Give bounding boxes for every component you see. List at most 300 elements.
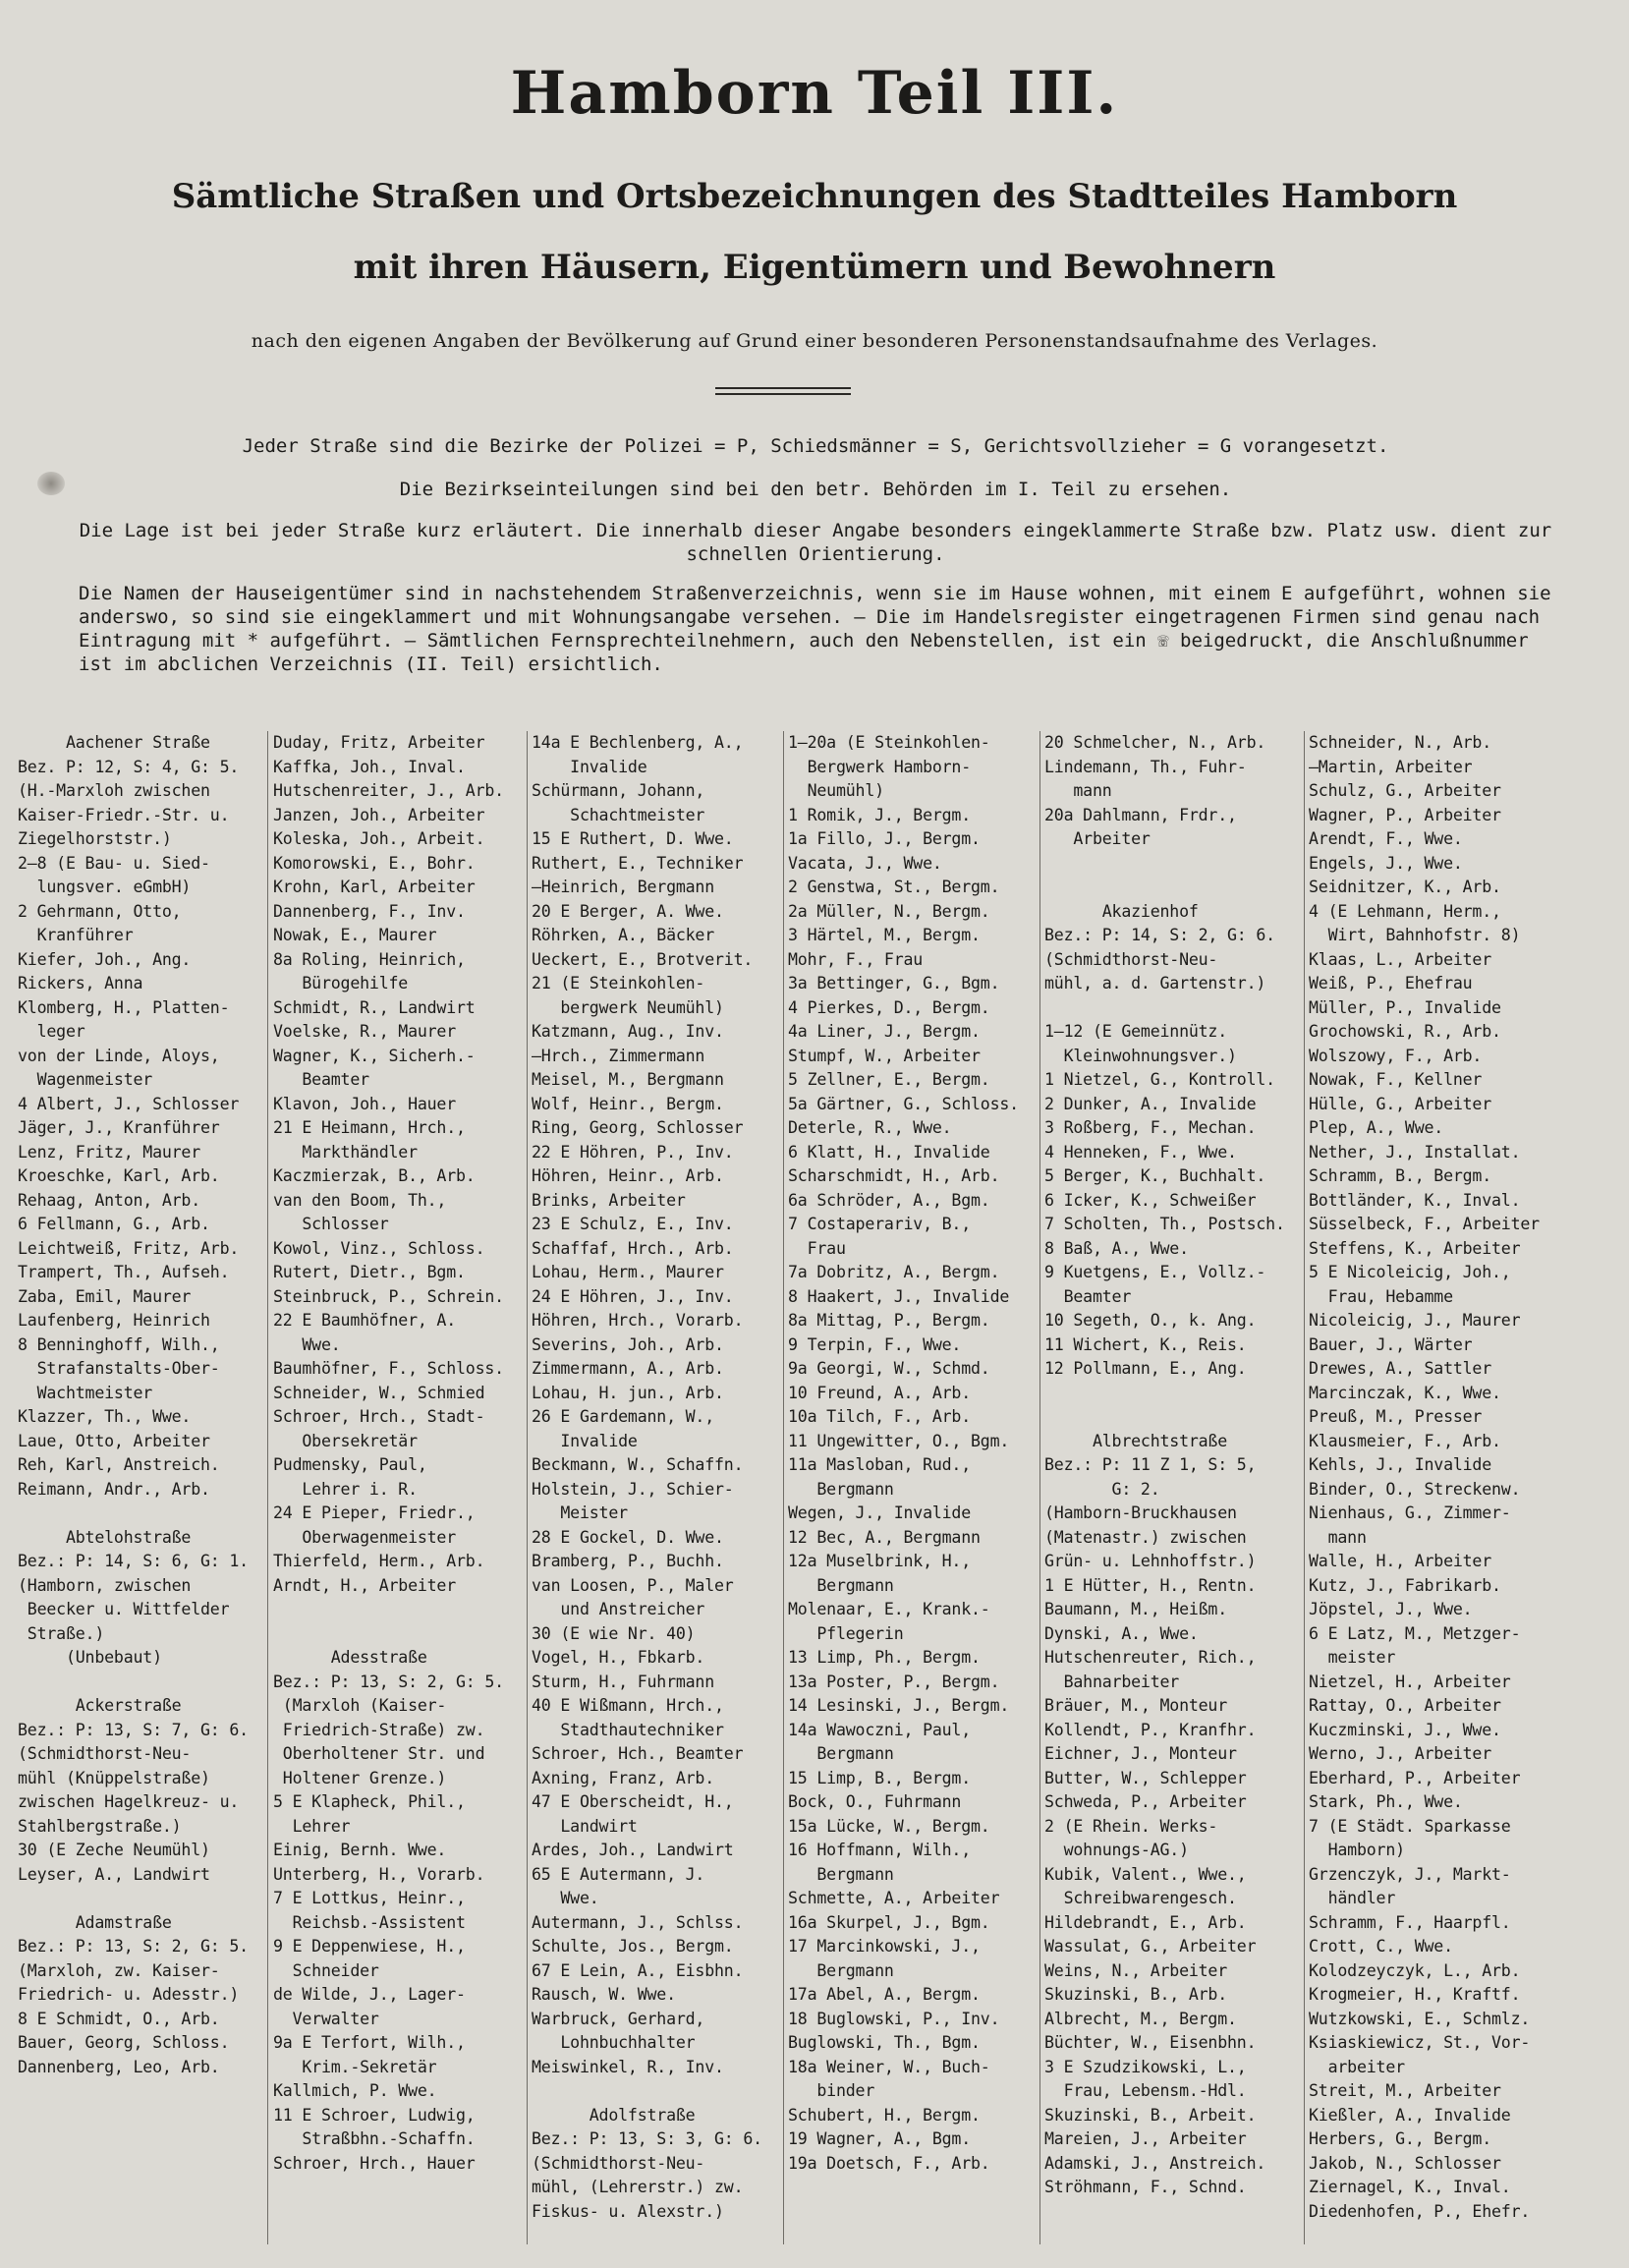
directory-entry-line: Schmette, A., Arbeiter (788, 1889, 1000, 1907)
directory-entry-line: 7 (E Städt. Sparkasse (1309, 1816, 1511, 1836)
directory-entry-line: Krogmeier, H., Kraftf. (1309, 1985, 1521, 2004)
directory-column-1 (18, 731, 261, 2079)
directory-entry-line: Klazzer, Th., Wwe. (18, 1407, 192, 1426)
directory-entry-line: Schulz, G., Arbeiter (1309, 781, 1501, 800)
directory-entry-line: Deterle, R., Wwe. (788, 1118, 952, 1137)
directory-entry-line: 8 Baß, A., Wwe. (1044, 1238, 1189, 1258)
directory-entry-line: Bürogehilfe (273, 974, 409, 992)
directory-entry-line: Lehrer i. R. (273, 1479, 418, 1499)
directory-entry-line: 2—8 (E Bau- u. Sied- (18, 853, 210, 873)
directory-entry-line: 24 E Höhren, J., Inv. (532, 1286, 734, 1306)
column-divider (783, 731, 784, 2244)
directory-entry-line: 18 Buglowski, P., Inv. (788, 2009, 1000, 2028)
directory-entry-line: 9 E Deppenwiese, H., (273, 1937, 466, 1956)
directory-entry-line: Bez.: P: 14, S: 6, G: 1. (18, 1552, 249, 1570)
directory-entry-line: Rutert, Dietr., Bgm. (273, 1263, 466, 1281)
directory-entry-line: 1 Nietzel, G., Kontroll. (1044, 1070, 1275, 1089)
directory-entry-line: Voelske, R., Maurer (273, 1022, 457, 1041)
directory-column-2 (273, 731, 521, 2176)
directory-entry-line: Wolszowy, F., Arb. (1309, 1046, 1483, 1065)
directory-entry-line: Hutschenreiter, J., Arb. (273, 781, 504, 800)
directory-entry-line: Wegen, J., Invalide (788, 1503, 972, 1522)
directory-entry-line: Meister (532, 1503, 628, 1522)
directory-entry-line: Müller, P., Invalide (1309, 997, 1501, 1017)
directory-entry-line: Skuzinski, B., Arbeit. (1044, 2105, 1257, 2125)
directory-entry-line: 12 Pollmann, E., Ang. (1044, 1359, 1247, 1378)
directory-entry-line: Kroeschke, Karl, Arb. (18, 1166, 220, 1185)
directory-entry-line: 40 E Wißmann, Hrch., (532, 1696, 724, 1715)
directory-entry-line: Diedenhofen, P., Ehefr. (1309, 2201, 1531, 2221)
intro-paragraph-2: Die Bezirkseinteilungen sind bei den betr. Behörden im I. Teil zu ersehen. (399, 479, 1232, 500)
directory-entry-line: 6a Schröder, A., Bgm. (788, 1190, 990, 1210)
directory-entry-line (1044, 1382, 1302, 1406)
directory-entry-line: Bergwerk Hamborn- (788, 757, 972, 776)
directory-entry-line: Bez.: P: 14, S: 2, G: 6. (1044, 926, 1275, 944)
directory-entry-line: Reichsb.-Assistent (273, 1912, 466, 1932)
directory-entry-line: Engels, J., Wwe. (1309, 853, 1463, 873)
directory-entry-line: Schmidt, R., Landwirt (273, 997, 476, 1017)
directory-entry-line: Leichtweiß, Fritz, Arb. (18, 1238, 240, 1258)
directory-entry-line: Butter, W., Schlepper (1044, 1768, 1247, 1787)
directory-entry-line: 8 E Schmidt, O., Arb. (18, 2009, 220, 2028)
directory-entry-line: Landwirt (532, 1816, 638, 1836)
directory-entry-line: Kollendt, P., Kranfhr. (1044, 1720, 1257, 1739)
directory-entry-line (532, 2079, 775, 2104)
directory-entry-line: Koleska, Joh., Arbeit. (273, 829, 485, 848)
directory-entry-line: Kubik, Valent., Wwe., (1044, 1864, 1247, 1884)
directory-entry-line: Schneider (273, 1960, 379, 1980)
directory-entry-line: Schneider, W., Schmied (273, 1383, 485, 1402)
directory-entry-line: zwischen Hagelkreuz- u. (18, 1792, 240, 1811)
directory-entry-line: Kowol, Vinz., Schloss. (273, 1238, 485, 1258)
directory-entry-line: 30 (E Zeche Neumühl) (18, 1841, 210, 1859)
directory-entry-line: mühl, a. d. Gartenstr.) (1044, 974, 1266, 992)
directory-entry-line: 9 Terpin, F., Wwe. (788, 1334, 962, 1354)
directory-entry-line: 7 E Lottkus, Heinr., (273, 1889, 466, 1907)
directory-entry-line: 24 E Pieper, Friedr., (273, 1503, 476, 1522)
directory-entry-line: Baumhöfner, F., Schloss. (273, 1359, 504, 1378)
directory-entry-line: Sturm, H., Fuhrmann (532, 1672, 715, 1691)
directory-entry-line: Warbruck, Gerhard, (532, 2009, 705, 2028)
directory-entry-line: van den Boom, Th., (273, 1190, 447, 1210)
directory-entry-line: Schachtmeister (532, 805, 705, 824)
column-divider (267, 731, 268, 2244)
directory-entry-line: Süsselbeck, F., Arbeiter (1309, 1215, 1540, 1233)
directory-entry-line: Schlosser (273, 1215, 389, 1233)
directory-entry-line: 15 E Ruthert, D. Wwe. (532, 829, 734, 848)
directory-entry-line: Schreibwarengesch. (1044, 1889, 1237, 1907)
directory-entry-line: Kaiser-Friedr.-Str. u. (18, 805, 230, 824)
directory-entry-line: 9 Kuetgens, E., Vollz.- (1044, 1263, 1266, 1281)
directory-entry-line: Dannenberg, F., Inv. (273, 901, 466, 921)
directory-entry-line: 18a Weiner, W., Buch- (788, 2057, 990, 2076)
directory-entry-line: Adesstraße (273, 1648, 427, 1667)
directory-entry-line: Hamborn) (1309, 1841, 1405, 1859)
title-rule-top (715, 387, 851, 389)
directory-entry-line: Bez.: P: 13, S: 7, G: 6. (18, 1720, 249, 1739)
directory-entry-line (1044, 876, 1302, 900)
directory-entry-line (1044, 852, 1302, 877)
directory-entry-line: Schramm, B., Bergm. (1309, 1166, 1492, 1185)
directory-entry-line: Vacata, J., Wwe. (788, 853, 942, 873)
directory-entry-line: Frau (788, 1238, 846, 1258)
directory-entry-line: 9a Georgi, W., Schmd. (788, 1359, 990, 1378)
directory-entry-line: Binder, O., Streckenw. (1309, 1479, 1521, 1499)
directory-entry-line: Bez. P: 12, S: 4, G: 5. (18, 757, 240, 776)
directory-entry-line: Brinks, Arbeiter (532, 1190, 686, 1210)
directory-entry-line: Ardes, Joh., Landwirt (532, 1841, 734, 1859)
directory-entry-line: Meiswinkel, R., Inv. (532, 2057, 724, 2076)
directory-entry-line: (Schmidthorst-Neu- (532, 2153, 705, 2173)
directory-entry-line: Beamter (273, 1070, 369, 1089)
directory-entry-line: Hildebrandt, E., Arb. (1044, 1912, 1247, 1932)
directory-entry-line: Fiskus- u. Alexstr.) (532, 2201, 724, 2221)
directory-entry-line: (Marxloh (Kaiser- (273, 1696, 447, 1715)
directory-entry-line: Grzenczyk, J., Markt- (1309, 1864, 1511, 1884)
directory-entry-line: Zimmermann, A., Arb. (532, 1359, 724, 1378)
directory-entry-line: Mohr, F., Frau (788, 949, 924, 969)
directory-entry-line: Ziegelhorststr.) (18, 829, 172, 848)
directory-entry-line: Schürmann, Johann, (532, 781, 705, 800)
directory-entry-line: Holtener Grenze.) (273, 1768, 447, 1787)
directory-entry-line: Akazienhof (1044, 901, 1199, 921)
directory-entry-line: Vogel, H., Fbkarb. (532, 1648, 705, 1667)
directory-entry-line: 20 Schmelcher, N., Arb. (1044, 733, 1266, 752)
directory-entry-line: Kutz, J., Fabrikarb. (1309, 1575, 1501, 1595)
directory-entry-line: 12 Bec, A., Bergmann (788, 1527, 981, 1547)
directory-entry-line: Schubert, H., Bergm. (788, 2105, 981, 2125)
directory-entry-line: —Heinrich, Bergmann (532, 878, 715, 896)
directory-entry-line: 15a Lücke, W., Bergm. (788, 1816, 990, 1836)
directory-entry-line: Eichner, J., Monteur (1044, 1744, 1237, 1763)
directory-entry-line: Kallmich, P. Wwe. (273, 2081, 437, 2100)
directory-entry-line: Plep, A., Wwe. (1309, 1118, 1444, 1137)
directory-entry-line: lungsver. eGmbH) (18, 878, 192, 896)
directory-entry-line: 6 Fellmann, G., Arb. (18, 1215, 210, 1233)
directory-entry-line: Bock, O., Fuhrmann (788, 1792, 962, 1811)
directory-entry-line: Wolf, Heinr., Bergm. (532, 1094, 724, 1113)
directory-column-3 (532, 731, 775, 2224)
directory-entry-line (18, 1887, 261, 1911)
directory-entry-line: Buglowski, Th., Bgm. (788, 2033, 981, 2052)
directory-entry-line: 22 E Baumhöfner, A. (273, 1311, 457, 1330)
directory-entry-line: Laue, Otto, Arbeiter (18, 1431, 210, 1450)
directory-entry-line: Nicoleicig, J., Maurer (1309, 1311, 1521, 1330)
directory-column-4 (788, 731, 1036, 2176)
directory-entry-line: Lohau, Herm., Maurer (532, 1263, 724, 1281)
directory-entry-line: Ksiaskiewicz, St., Vor- (1309, 2033, 1531, 2052)
directory-entry-line: 10a Tilch, F., Arb. (788, 1407, 972, 1426)
directory-entry-line: Wagenmeister (18, 1070, 153, 1089)
directory-entry-line: Klomberg, H., Platten- (18, 997, 230, 1017)
directory-entry-line: Holstein, J., Schier- (532, 1479, 734, 1499)
directory-entry-line: G: 2. (1044, 1479, 1160, 1499)
directory-entry-line: binder (788, 2081, 875, 2100)
directory-entry-line: 20 E Berger, A. Wwe. (532, 901, 724, 921)
directory-entry-line: Adamstraße (18, 1912, 172, 1932)
directory-entry-line: 2 Dunker, A., Invalide (1044, 1094, 1257, 1113)
directory-entry-line: Kiefer, Joh., Ang. (18, 949, 192, 969)
directory-entry-line: Krohn, Karl, Arbeiter (273, 878, 476, 896)
directory-entry-line: Bez.: P: 11 Z 1, S: 5, (1044, 1455, 1257, 1474)
directory-entry-line: 26 E Gardemann, W., (532, 1407, 715, 1426)
directory-entry-line: Bergmann (788, 1864, 894, 1884)
directory-entry-line: Pudmensky, Paul, (273, 1455, 427, 1474)
directory-entry-line: Bahnarbeiter (1044, 1672, 1180, 1691)
directory-entry-line: 19a Doetsch, F., Arb. (788, 2153, 990, 2173)
directory-entry-line: 13 Limp, Ph., Bergm. (788, 1648, 981, 1667)
directory-entry-line: Schroer, Hrch., Stadt- (273, 1407, 485, 1426)
directory-entry-line: arbeiter (1309, 2057, 1405, 2076)
column-divider (527, 731, 528, 2244)
directory-entry-line: Arendt, F., Wwe. (1309, 829, 1463, 848)
directory-entry-line: Ruthert, E., Techniker (532, 853, 744, 873)
directory-entry-line (18, 1671, 261, 1695)
directory-entry-line: (Matenastr.) zwischen (1044, 1527, 1247, 1547)
directory-entry-line: Wassulat, G., Arbeiter (1044, 1937, 1257, 1956)
directory-entry-line: Autermann, J., Schlss. (532, 1912, 744, 1932)
directory-entry-line: Adolfstraße (532, 2105, 696, 2125)
directory-column-6 (1309, 731, 1566, 2224)
directory-entry-line: Ziernagel, K., Inval. (1309, 2178, 1511, 2196)
directory-entry-line: 5 E Nicoleicig, Joh., (1309, 1263, 1511, 1281)
directory-entry-line: Frau, Hebamme (1309, 1286, 1453, 1306)
directory-entry-line: 14a Wawoczni, Paul, (788, 1720, 972, 1739)
directory-entry-line: Nowak, F., Kellner (1309, 1070, 1483, 1089)
directory-entry-line: Lindemann, Th., Fuhr- (1044, 757, 1247, 776)
directory-entry-line: Seidnitzer, K., Arb. (1309, 878, 1501, 896)
directory-entry-line: 15 Limp, B., Bergm. (788, 1768, 972, 1787)
directory-entry-line: Neumühl) (788, 781, 884, 800)
directory-entry-line: Beamter (1044, 1286, 1132, 1306)
directory-entry-line: Invalide (532, 757, 647, 776)
directory-entry-line: Katzmann, Aug., Inv. (532, 1022, 724, 1041)
directory-entry-line: Beckmann, W., Schaffn. (532, 1455, 744, 1474)
directory-entry-line: Bramberg, P., Buchh. (532, 1552, 724, 1570)
directory-entry-line: Meisel, M., Bergmann (532, 1070, 724, 1089)
directory-entry-line: de Wilde, J., Lager- (273, 1985, 466, 2004)
directory-entry-line: Reh, Karl, Anstreich. (18, 1455, 220, 1474)
directory-entry-line (1044, 996, 1302, 1021)
directory-entry-line: leger (18, 1022, 85, 1041)
directory-entry-line: 5 E Klapheck, Phil., (273, 1792, 466, 1811)
directory-entry-line: händler (1309, 1889, 1396, 1907)
directory-entry-line: Scharschmidt, H., Arb. (788, 1166, 1000, 1185)
directory-entry-line: 1 E Hütter, H., Rentn. (1044, 1575, 1257, 1595)
directory-entry-line: Bauer, J., Wärter (1309, 1334, 1473, 1354)
directory-entry-line: Klaas, L., Arbeiter (1309, 949, 1492, 969)
directory-entry-line: Verwalter (273, 2009, 379, 2028)
directory-entry-line (273, 1598, 521, 1622)
directory-entry-line: Büchter, W., Eisenbhn. (1044, 2033, 1257, 2052)
directory-entry-line: 5 Zellner, E., Bergm. (788, 1070, 990, 1089)
directory-entry-line: Stadthautechniker (532, 1720, 724, 1739)
directory-entry-line: Bräuer, M., Monteur (1044, 1696, 1228, 1715)
directory-entry-line: 2 Gehrmann, Otto, (18, 901, 182, 921)
directory-entry-line: 3 E Szudzikowski, L., (1044, 2057, 1247, 2076)
directory-entry-line: Arbeiter (1044, 829, 1151, 848)
directory-entry-line: Albrechtstraße (1044, 1431, 1228, 1450)
directory-entry-line: 4 Henneken, F., Wwe. (1044, 1142, 1237, 1162)
directory-entry-line: Thierfeld, Herm., Arb. (273, 1552, 485, 1570)
directory-entry-line: 19 Wagner, A., Bgm. (788, 2129, 972, 2148)
directory-entry-line: Dannenberg, Leo, Arb. (18, 2057, 220, 2076)
directory-entry-line: Steffens, K., Arbeiter (1309, 1238, 1521, 1258)
directory-entry-line: Bottländer, K., Inval. (1309, 1190, 1521, 1210)
directory-entry-line: Schroer, Hch., Beamter (532, 1744, 744, 1763)
directory-entry-line: Straße.) (18, 1623, 105, 1643)
directory-entry-line: Skuzinski, B., Arb. (1044, 1985, 1228, 2004)
directory-entry-line: 3 Härtel, M., Bergm. (788, 926, 981, 944)
column-divider (1039, 731, 1040, 2244)
directory-entry-line: mann (1044, 781, 1112, 800)
directory-entry-line: Schweda, P., Arbeiter (1044, 1792, 1247, 1811)
directory-entry-line: Schroer, Hrch., Hauer (273, 2153, 476, 2173)
directory-entry-line: Klausmeier, F., Arb. (1309, 1431, 1501, 1450)
directory-entry-line: Wagner, P., Arbeiter (1309, 805, 1501, 824)
directory-entry-line: Invalide (532, 1431, 638, 1450)
directory-entry-line: 8 Haakert, J., Invalide (788, 1286, 1010, 1306)
directory-entry-line: Nowak, E., Maurer (273, 926, 437, 944)
directory-entry-line: Schulte, Jos., Bergm. (532, 1937, 734, 1956)
directory-entry-line: Marcinczak, K., Wwe. (1309, 1383, 1501, 1402)
directory-entry-line: Obersekretär (273, 1431, 418, 1450)
column-divider (1304, 731, 1305, 2244)
directory-entry-line: 8a Mittag, P., Bergm. (788, 1311, 990, 1330)
directory-entry-line: Nietzel, H., Arbeiter (1309, 1672, 1511, 1691)
directory-entry-line: Preuß, M., Presser (1309, 1407, 1483, 1426)
directory-entry-line: 67 E Lein, A., Eisbhn. (532, 1960, 744, 1980)
directory-entry-line: Kleinwohnungsver.) (1044, 1046, 1237, 1065)
directory-entry-line: Leyser, A., Landwirt (18, 1864, 210, 1884)
directory-entry-line: 12a Muselbrink, H., (788, 1552, 972, 1570)
directory-entry-line: Janzen, Joh., Arbeiter (273, 805, 485, 824)
directory-entry-line: Schaffaf, Hrch., Arb. (532, 1238, 734, 1258)
directory-entry-line: Ring, Georg, Schlosser (532, 1118, 744, 1137)
directory-entry-line: Straßbhn.-Schaffn. (273, 2129, 476, 2148)
directory-entry-line: 23 E Schulz, E., Inv. (532, 1215, 734, 1233)
directory-entry-line: Wirt, Bahnhofstr. 8) (1309, 926, 1521, 944)
directory-entry-line: Kaczmierzak, B., Arb. (273, 1166, 476, 1185)
directory-entry-line: Bergmann (788, 1575, 894, 1595)
subtitle-line-3: nach den eigenen Angaben der Bevölkerung auf Grund einer besonderen Personenstandsaufnahme des Verlages. (251, 330, 1378, 352)
directory-entry-line: Mareien, J., Arbeiter (1044, 2129, 1247, 2148)
directory-entry-line: Molenaar, E., Krank.- (788, 1600, 990, 1618)
directory-entry-line: Wachtmeister (18, 1383, 153, 1402)
directory-entry-line: Eberhard, P., Arbeiter (1309, 1768, 1521, 1787)
directory-entry-line: 1 Romik, J., Bergm. (788, 805, 972, 824)
directory-entry-line: 16a Skurpel, J., Bgm. (788, 1912, 990, 1932)
directory-entry-line: 4a Liner, J., Bergm. (788, 1022, 981, 1041)
directory-entry-line: Nienhaus, G., Zimmer- (1309, 1503, 1511, 1522)
directory-entry-line: Rehaag, Anton, Arb. (18, 1190, 201, 1210)
directory-entry-line: —Hrch., Zimmermann (532, 1046, 705, 1065)
directory-entry-line: Weins, N., Arbeiter (1044, 1960, 1228, 1980)
directory-entry-line: Hutschenreuter, Rich., (1044, 1648, 1257, 1667)
directory-entry-line: Wutzkowski, E., Schmlz. (1309, 2009, 1531, 2028)
directory-entry-line: 1—12 (E Gemeinnütz. (1044, 1022, 1228, 1041)
directory-entry-line: Dynski, A., Wwe. (1044, 1623, 1199, 1643)
directory-entry-line: 6 E Latz, M., Metzger- (1309, 1623, 1521, 1643)
directory-entry-line: Abtelohstraße (18, 1527, 192, 1547)
directory-entry-line: Weiß, P., Ehefrau (1309, 974, 1473, 992)
directory-entry-line: Stark, Ph., Wwe. (1309, 1792, 1463, 1811)
directory-entry-line: (Unbebaut) (18, 1648, 162, 1667)
directory-entry-line: 8a Roling, Heinrich, (273, 949, 466, 969)
directory-entry-line: Kolodzeyczyk, L., Arb. (1309, 1960, 1521, 1980)
subtitle-line-1: Sämtliche Straßen und Ortsbezeichnungen des Stadtteiles Hamborn (171, 177, 1458, 216)
directory-entry-line: 28 E Gockel, D. Wwe. (532, 1527, 724, 1547)
directory-entry-line: Kehls, J., Invalide (1309, 1455, 1492, 1474)
directory-entry-line: Trampert, Th., Aufseh. (18, 1263, 230, 1281)
directory-entry-line: 11a Masloban, Rud., (788, 1455, 972, 1474)
directory-entry-line: und Anstreicher (532, 1600, 705, 1618)
directory-entry-line: Lohau, H. jun., Arb. (532, 1383, 724, 1402)
directory-entry-line: Krim.-Sekretär (273, 2057, 437, 2076)
directory-entry-line: mann (1309, 1527, 1367, 1547)
directory-entry-line: Bez.: P: 13, S: 2, G: 5. (18, 1937, 249, 1956)
directory-entry-line: 4 (E Lehmann, Herm., (1309, 901, 1501, 921)
directory-entry-line: Kaffka, Joh., Inval. (273, 757, 466, 776)
directory-entry-line: Wagner, K., Sicherh.- (273, 1046, 476, 1065)
directory-entry-line: 1a Fillo, J., Bergm. (788, 829, 981, 848)
directory-entry-line: 2 Genstwa, St., Bergm. (788, 878, 1000, 896)
directory-entry-line: Arndt, H., Arbeiter (273, 1575, 457, 1595)
subtitle-line-2: mit ihren Häusern, Eigentümern und Bewohnern (353, 248, 1276, 287)
directory-entry-line: 6 Icker, K., Schweißer (1044, 1190, 1257, 1210)
directory-entry-line: Bergmann (788, 1744, 894, 1763)
directory-entry-line: Höhren, Heinr., Arb. (532, 1166, 724, 1185)
directory-entry-line: Bez.: P: 13, S: 2, G: 5. (273, 1672, 504, 1691)
directory-entry-line: Oberwagenmeister (273, 1527, 457, 1547)
directory-entry-line: (Schmidthorst-Neu- (1044, 949, 1218, 969)
directory-entry-line: Axning, Franz, Arb. (532, 1768, 715, 1787)
directory-entry-line: Markthändler (273, 1142, 418, 1162)
directory-entry-line: Röhrken, A., Bäcker (532, 926, 715, 944)
directory-entry-line: 4 Albert, J., Schlosser (18, 1094, 240, 1113)
directory-entry-line: Höhren, Hrch., Vorarb. (532, 1311, 744, 1330)
directory-entry-line: 16 Hoffmann, Wilh., (788, 1841, 972, 1859)
directory-entry-line: Nether, J., Installat. (1309, 1142, 1521, 1162)
directory-entry-line: Wwe. (532, 1889, 599, 1907)
directory-entry-line: Kießler, A., Invalide (1309, 2105, 1511, 2125)
directory-entry-line: Ströhmann, F., Schnd. (1044, 2178, 1247, 2196)
directory-entry-line: Crott, C., Wwe. (1309, 1937, 1453, 1956)
directory-column-5 (1044, 731, 1302, 2200)
directory-entry-line: mühl, (Lehrerstr.) zw. (532, 2178, 744, 2196)
directory-entry-line: wohnungs-AG.) (1044, 1841, 1189, 1859)
directory-entry-line: Duday, Fritz, Arbeiter (273, 733, 485, 752)
directory-entry-line: Kranführer (18, 926, 134, 944)
directory-entry-line: Zaba, Emil, Maurer (18, 1286, 192, 1306)
directory-entry-line: 17 Marcinkowski, J., (788, 1937, 981, 1956)
directory-entry-line: Rausch, W. Wwe. (532, 1985, 676, 2004)
directory-entry-line: 5 Berger, K., Buchhalt. (1044, 1166, 1266, 1185)
directory-entry-line: Grochowski, R., Arb. (1309, 1022, 1501, 1041)
directory-entry-line: (Schmidthorst-Neu- (18, 1744, 192, 1763)
directory-entry-line (273, 1622, 521, 1647)
directory-entry-line: 4 Pierkes, D., Bergm. (788, 997, 990, 1017)
directory-entry-line: Streit, M., Arbeiter (1309, 2081, 1501, 2100)
directory-entry-line: Jöpstel, J., Wwe. (1309, 1600, 1473, 1618)
directory-entry-line: Lenz, Fritz, Maurer (18, 1142, 201, 1162)
directory-entry-line: Friedrich-Straße) zw. (273, 1720, 485, 1739)
directory-entry-line: Schramm, F., Haarpfl. (1309, 1912, 1511, 1932)
directory-entry-line: Einig, Bernh. Wwe. (273, 1841, 447, 1859)
directory-entry-line: von der Linde, Aloys, (18, 1046, 220, 1065)
directory-entry-line: Wwe. (273, 1334, 341, 1354)
directory-entry-line: 14 Lesinski, J., Bergm. (788, 1696, 1010, 1715)
